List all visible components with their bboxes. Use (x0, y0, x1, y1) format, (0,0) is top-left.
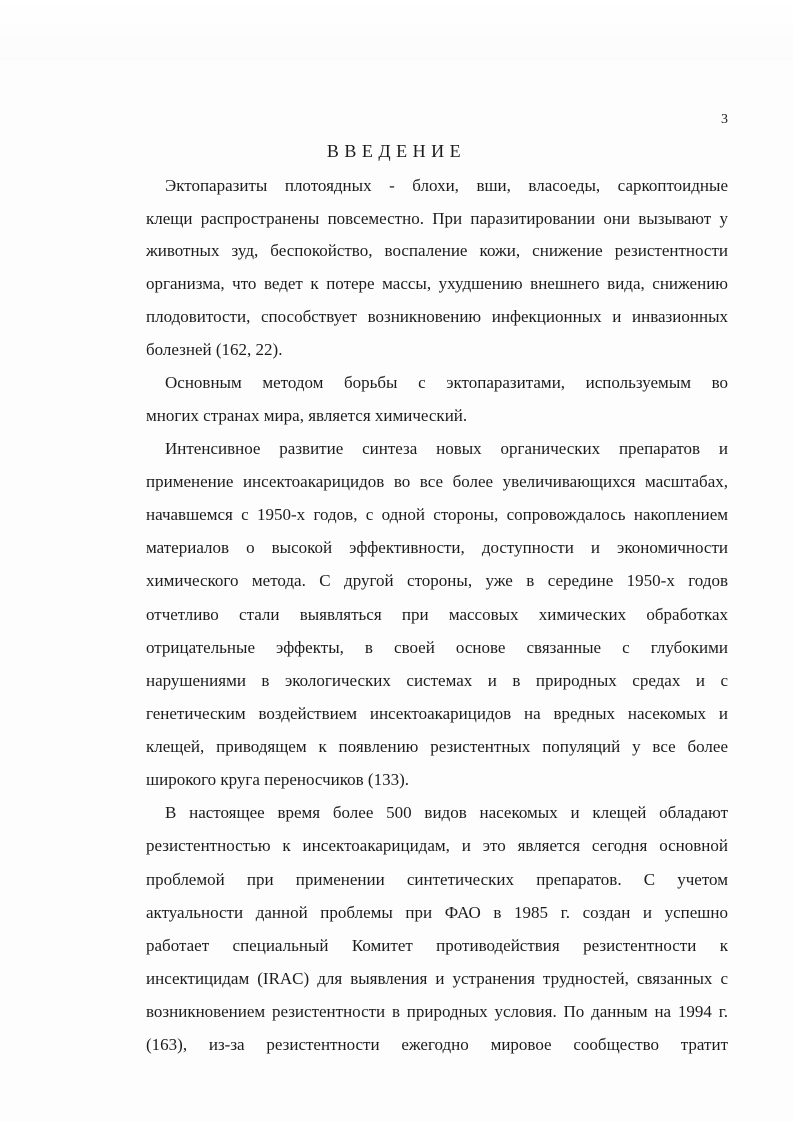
text-line: Интенсивное развитие синтеза новых органических препаратов и (165, 439, 728, 458)
text-line: актуальности данной проблемы при ФАО в 1985 г. создан и успешно (146, 903, 728, 922)
text-line: инсектицидам (IRAC) для выявления и устранения трудностей, связанных с (146, 969, 728, 988)
text-line: отрицательные эффекты, в своей основе связанные с глубокими (146, 638, 728, 657)
text-line: животных зуд, беспокойство, воспаление кожи, снижение резистентности (146, 241, 728, 260)
text-line: организма, что ведет к потере массы, ухудшению внешнего вида, снижению (146, 274, 728, 293)
text-line: плодовитости, способствует возникновению инфекционных и инвазионных (146, 307, 728, 326)
text-line: начавшемся с 1950-х годов, с одной стороны, сопровождалось накоплением (146, 505, 728, 524)
text-line: болезней (162, 22). (146, 340, 283, 359)
text-line: проблемой при применении синтетических препаратов. С учетом (146, 870, 728, 889)
text-line: нарушениями в экологических системах и в природных средах и с (146, 671, 728, 690)
text-line: химического метода. С другой стороны, уже в середине 1950-х годов (146, 571, 728, 590)
text-line: генетическим воздействием инсектоакарицидов на вредных насекомых и (146, 704, 728, 723)
text-line: клещи распространены повсеместно. При паразитировании они вызывают у (146, 209, 728, 228)
text-line: В настоящее время более 500 видов насекомых и клещей обладают (165, 803, 728, 822)
text-line: Эктопаразиты плотоядных - блохи, вши, власоеды, саркоптоидные (165, 176, 728, 195)
text-line: (163), из-за резистентности ежегодно мировое сообщество тратит (146, 1035, 728, 1054)
text-line: отчетливо стали выявляться при массовых химических обработках (146, 605, 728, 624)
text-line: Основным методом борьбы с эктопаразитами, используемым во (165, 373, 728, 392)
text-line: работает специальный Комитет противодействия резистентности к (146, 936, 728, 955)
text-line: многих странах мира, является химический. (146, 406, 468, 425)
text-line: материалов о высокой эффективности, доступности и экономичности (146, 538, 728, 557)
text-line: клещей, приводящем к появлению резистентных популяций у все более (146, 737, 728, 756)
text-line: широкого круга переносчиков (133). (146, 770, 409, 789)
text-line: применение инсектоакарицидов во все более увеличивающихся масштабах, (146, 472, 728, 491)
page-number: 3 (721, 112, 728, 127)
text-line: возникновением резистентности в природных условия. По данным на 1994 г. (146, 1002, 728, 1021)
section-heading: ВВЕДЕНИЕ (326, 141, 467, 161)
text-line: резистентностью к инсектоакарицидам, и это является сегодня основной (146, 836, 728, 855)
scan-top-edge (0, 0, 793, 60)
